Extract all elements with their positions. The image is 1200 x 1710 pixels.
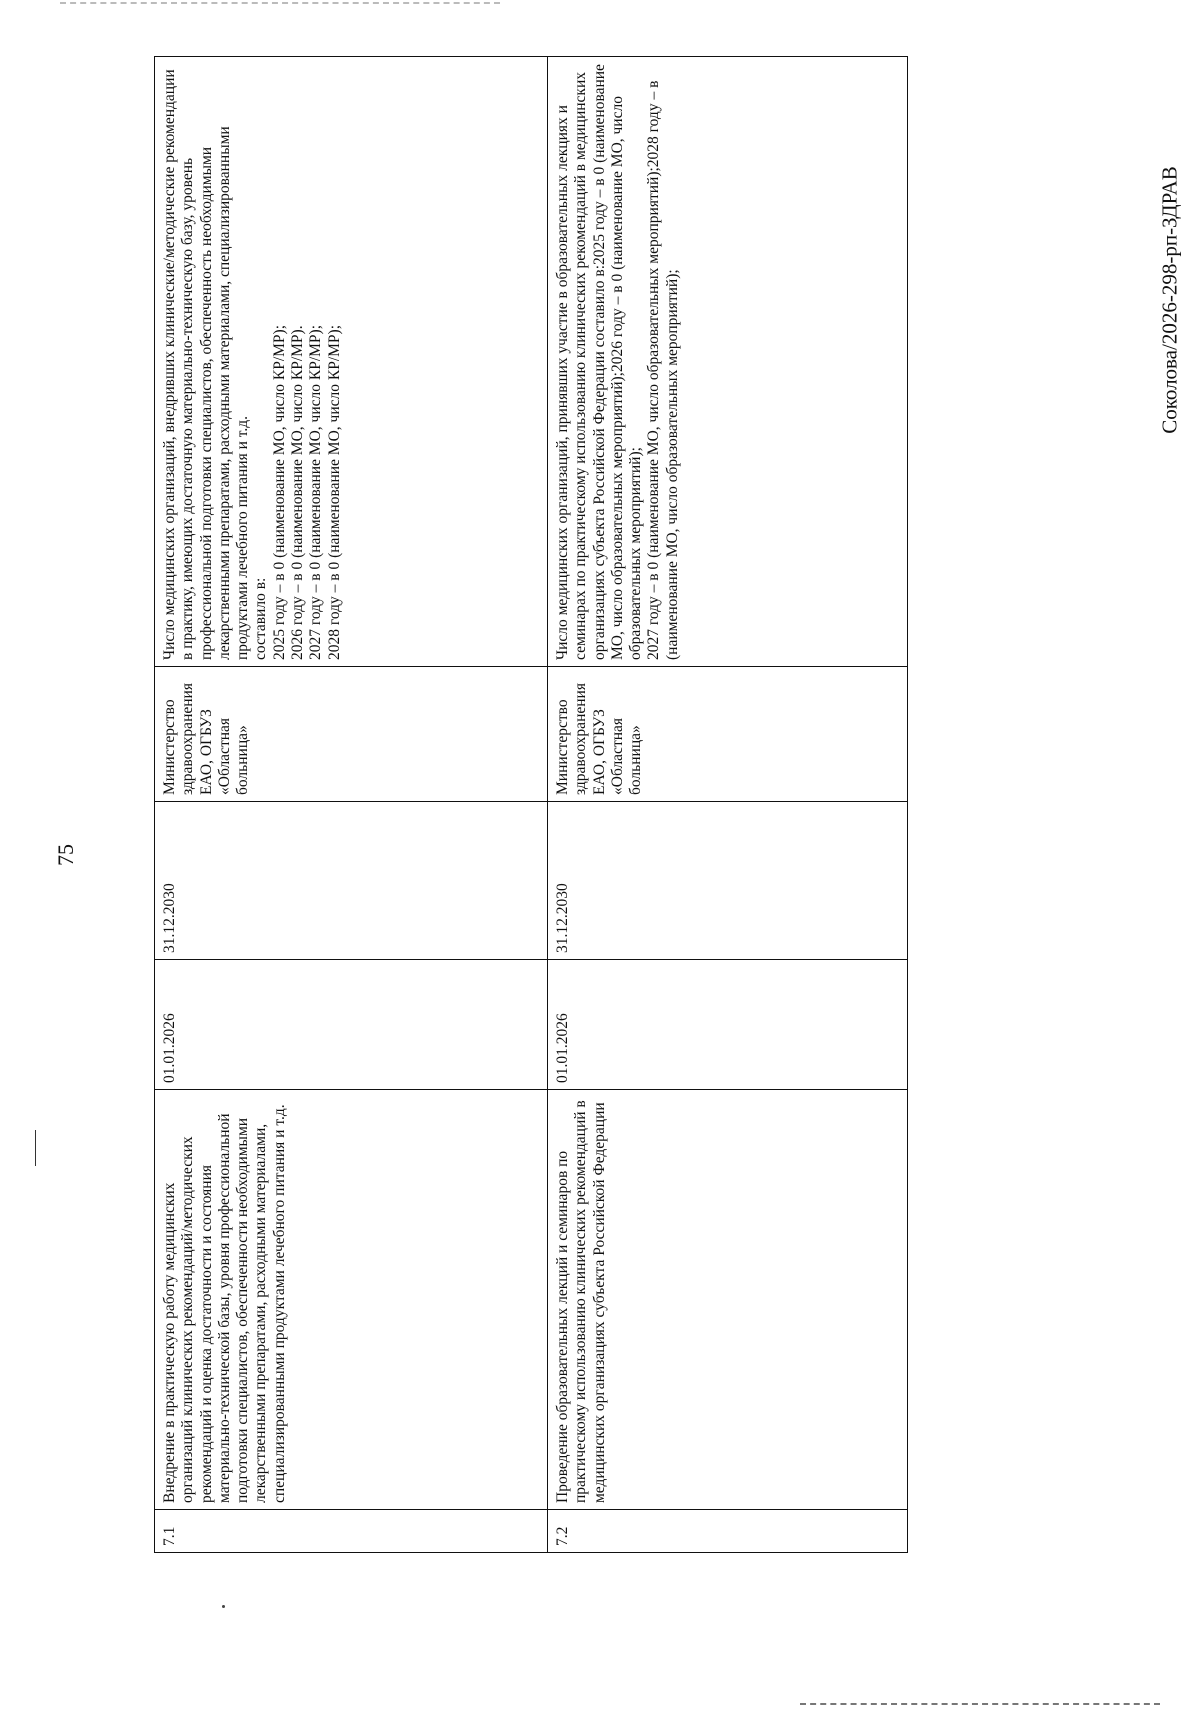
indicator-line: Число медицинских организаций, внедривших клинические/методические рекомендации в практику, имеющих достаточную материально-техническую базу, уровень профессиональной подготовки специалистов, обеспеченность необходимыми лекарственными препаратами, расходными материалами, специализированными продуктами лечебного питания и т.д. — [161, 69, 252, 660]
indicator-line: 2025 году – в 0 (наименование МО, число КР/МР); — [270, 325, 288, 660]
scan-dot — [222, 1605, 225, 1608]
indicator-line: составило в: — [252, 577, 270, 660]
table-row — [548, 57, 908, 1553]
end-date-cell: 31.12.2030 — [155, 802, 548, 960]
row-number-cell: 7.1 — [155, 1510, 548, 1553]
table-row — [155, 57, 548, 1553]
start-date-cell: 01.01.2026 — [548, 960, 908, 1090]
measures-table — [154, 56, 908, 1553]
indicator-line: 2027 году – в 0 (наименование МО, число образовательных мероприятий);2028 году – в (наименование МО, число образовательных мероприятий); — [645, 80, 681, 660]
responsible-cell: Министерство здравоохранения ЕАО, ОГБУЗ «Областная больница» — [548, 667, 908, 802]
document-id: Соколова/2026-298-рп-ЗДРАВ — [1157, 166, 1182, 434]
row-number-cell: 7.2 — [548, 1510, 908, 1553]
responsible-cell: Министерство здравоохранения ЕАО, ОГБУЗ «Областная больница» — [155, 667, 548, 802]
measure-name-cell: Внедрение в практическую работу медицинских организаций клинических рекомендаций/методических рекомендаций и оценка достаточности и состояния материально-технической базы, уровня профессиональной подготовки специалистов, обеспеченности необходимыми лекарственными препаратами, расходными материалами, специализированными продуктами лечебного питания и т.д. — [155, 1090, 548, 1510]
indicator-line: 2028 году – в 0 (наименование МО, число КР/МР); — [325, 325, 343, 660]
scan-mark — [35, 1130, 36, 1166]
page-number: 75 — [53, 844, 78, 866]
indicator-cell — [548, 57, 908, 667]
end-date-cell: 31.12.2030 — [548, 802, 908, 960]
indicator-line: 2027 году – в 0 (наименование МО, число КР/МР); — [307, 325, 325, 660]
indicator-cell — [155, 57, 548, 667]
table-container — [154, 57, 907, 1553]
indicator-line: 2026 году – в 0 (наименование МО, число КР/МР). — [288, 325, 306, 660]
top-scan-edge — [60, 2, 500, 4]
bottom-scan-edge — [800, 1703, 1160, 1705]
indicator-line: Число медицинских организаций, принявших участие в образовательных лекциях и семинарах по практическому использованию клинических рекомендаций в медицинских организациях субъекта Российской Федерации составило в:2025 году – в 0 (наименование МО, число образовательных мероприятий);2026 году – в 0 (наименование МО, число образовательных мероприятий); — [554, 64, 645, 660]
start-date-cell: 01.01.2026 — [155, 960, 548, 1090]
measure-name-cell: Проведение образовательных лекций и семинаров по практическому использованию клинических рекомендаций в медицинских организациях субъекта Российской Федерации — [548, 1090, 908, 1510]
